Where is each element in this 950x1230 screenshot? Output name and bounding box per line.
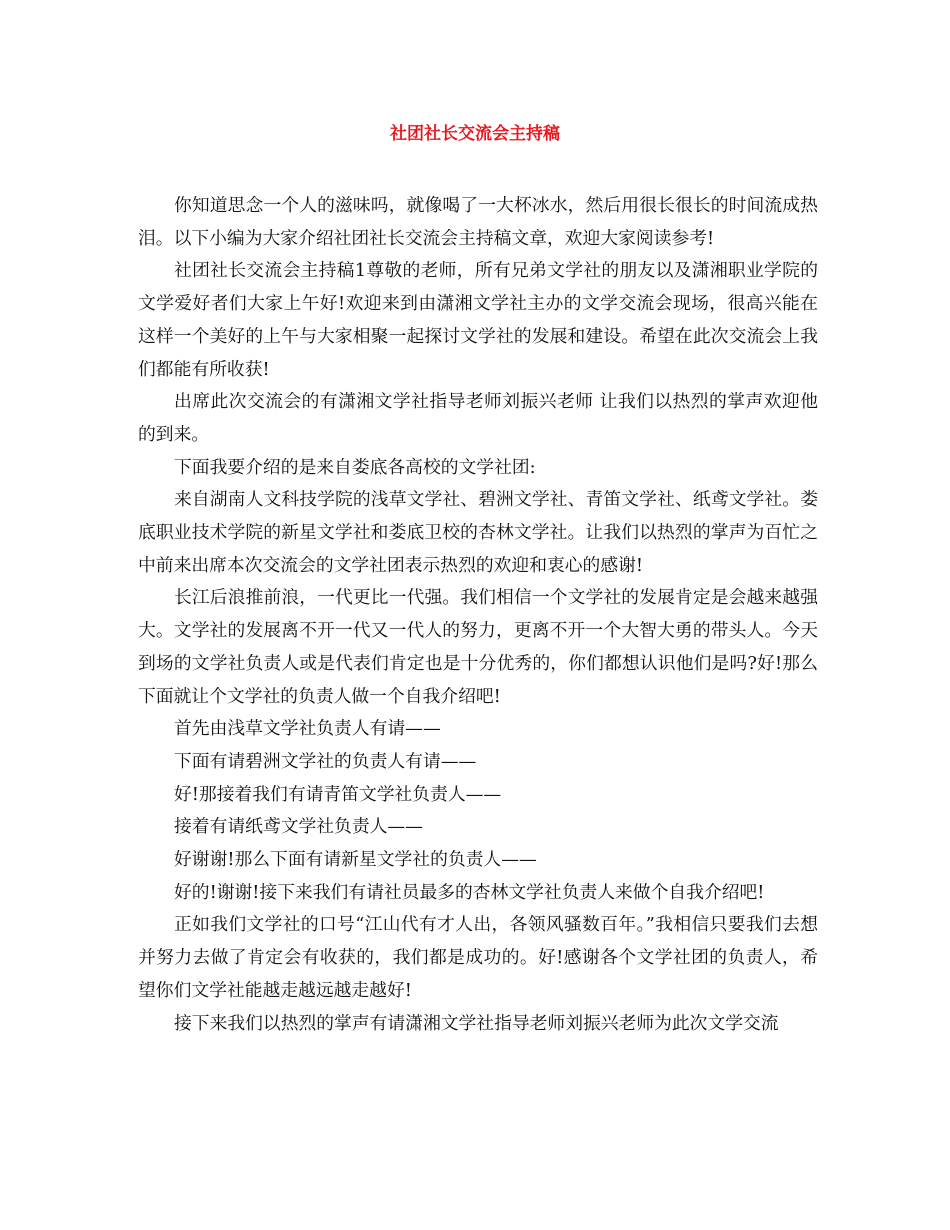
paragraph-closing: 接下来我们以热烈的掌声有请潇湘文学社指导老师刘振兴老师为此次文学交流: [174, 1012, 779, 1034]
paragraph-zhiyuan: 接着有请纸鸢文学社负责人——: [174, 816, 423, 838]
paragraph-xinglin: 好的!谢谢!接下来我们有请社员最多的杏林文学社负责人来做个自我介绍吧!: [174, 881, 765, 903]
paragraph-opening: 社团社长交流会主持稿1尊敬的老师，所有兄弟文学社的朋友以及潇湘职业学院的文学爱好者们大家上午好!欢迎来到由潇湘文学社主办的文学交流会现场，很高兴能在这样一个美好的上午与大家相聚一起探讨文学社的发展和建设。希望在此次交流会上我们都能有所收获!: [138, 260, 818, 380]
paragraph-societies-intro: 下面我要介绍的是来自娄底各高校的文学社团:: [174, 456, 536, 478]
paragraph-qiancao: 首先由浅草文学社负责人有请——: [174, 718, 441, 740]
document-body: [138, 190, 818, 1040]
paragraph-xinxing: 好谢谢!那么下面有请新星文学社的负责人——: [174, 849, 537, 871]
paragraph-advisor: 出席此次交流会的有潇湘文学社指导老师刘振兴老师 让我们以热烈的掌声欢迎他的到来。: [138, 391, 818, 445]
paragraph-intro: 你知道思念一个人的滋味吗，就像喝了一大杯冰水，然后用很长很长的时间流成热泪。以下小编为大家介绍社团社长交流会主持稿文章，欢迎大家阅读参考!: [138, 195, 818, 249]
document-title: 社团社长交流会主持稿: [390, 124, 560, 144]
paragraph-bizhou: 下面有请碧洲文学社的负责人有请——: [174, 750, 477, 772]
paragraph-societies-list: 来自湖南人文科技学院的浅草文学社、碧洲文学社、青笛文学社、纸鸢文学社。娄底职业技术学院的新星文学社和娄底卫校的杏林文学社。让我们以热烈的掌声为百忙之中前来出席本次交流会的文学社团表示热烈的欢迎和衷心的感谢!: [138, 489, 818, 576]
paragraph-qingdi: 好!那接着我们有请青笛文学社负责人——: [174, 783, 502, 805]
paragraph-slogan: 正如我们文学社的口号“江山代有才人出，各领风骚数百年。”我相信只要我们去想并努力去做了肯定会有收获的，我们都是成功的。好!感谢各个文学社团的负责人，希望你们文学社能越走越远越走越好!: [138, 914, 818, 1001]
paragraph-development: 长江后浪推前浪，一代更比一代强。我们相信一个文学社的发展肯定是会越来越强大。文学社的发展离不开一代又一代人的努力，更离不开一个大智大勇的带头人。今天到场的文学社负责人或是代表们肯定也是十分优秀的，你们都想认识他们是吗?好!那么下面就让个文学社的负责人做一个自我介绍吧!: [138, 587, 818, 707]
